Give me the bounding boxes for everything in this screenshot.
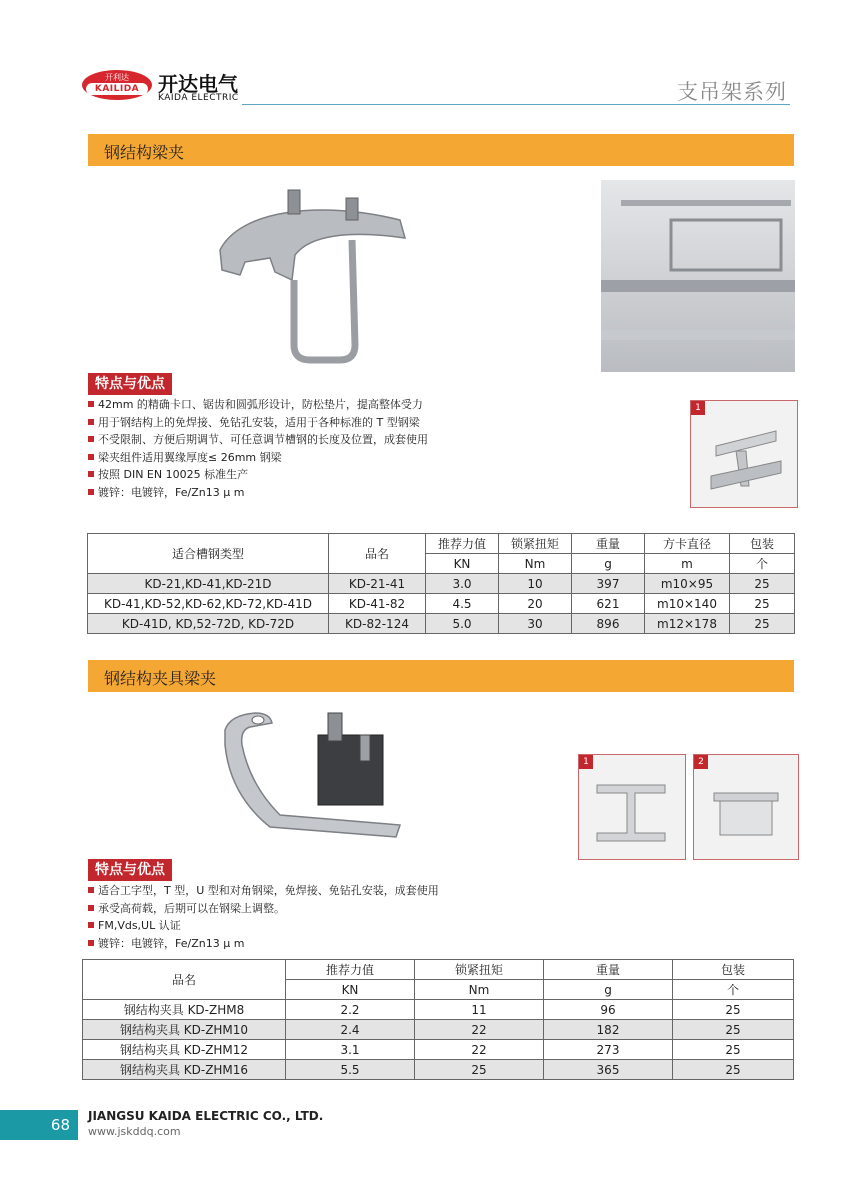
unit-torque: Nm	[415, 980, 544, 1000]
feature-item: FM,Vds,UL 认证	[88, 917, 439, 935]
unit-load: KN	[426, 554, 499, 574]
header-weight: 重量	[544, 960, 673, 980]
unit-pack: 个	[673, 980, 794, 1000]
unit-diameter: m	[645, 554, 730, 574]
header-diameter: 方卡直径	[645, 534, 730, 554]
header-torque: 锁紧扭矩	[415, 960, 544, 980]
cell: 22	[415, 1040, 544, 1060]
cell: 2.4	[286, 1020, 415, 1040]
footer-url[interactable]: www.jskddq.com	[88, 1125, 181, 1138]
cell: 273	[544, 1040, 673, 1060]
table-row	[88, 574, 795, 594]
table-row	[83, 1060, 794, 1080]
cell: m10×140	[645, 594, 730, 614]
feature-item: 42mm 的精确卡口、锯齿和圆弧形设计，防松垫片，提高整体受力	[88, 396, 428, 414]
section2-diagram-1	[578, 754, 686, 860]
feature-item: 梁夹组件适用翼缘厚度≤ 26mm 钢梁	[88, 449, 428, 467]
cell: 5.0	[426, 614, 499, 634]
cell: 25	[415, 1060, 544, 1080]
feature-item: 不受限制、方便后期调节、可任意调节槽钢的长度及位置，成套使用	[88, 431, 428, 449]
cell: 25	[673, 1000, 794, 1020]
cell: 25	[673, 1040, 794, 1060]
cell: KD-41-82	[329, 594, 426, 614]
cell: 896	[572, 614, 645, 634]
feature-item: 适合工字型，T 型，U 型和对角钢梁，免焊接、免钻孔安装，成套使用	[88, 882, 439, 900]
page-number-box	[0, 1110, 78, 1140]
cell: 365	[544, 1060, 673, 1080]
section1-spec-table	[87, 533, 795, 634]
cell: 25	[730, 594, 795, 614]
cell: m10×95	[645, 574, 730, 594]
cell: KD-21,KD-41,KD-21D	[88, 574, 329, 594]
section2-features-tag: 特点与优点	[88, 859, 172, 881]
beam-clamp-illustration	[200, 180, 420, 370]
cell: 10	[499, 574, 572, 594]
cell: 182	[544, 1020, 673, 1040]
unit-weight: g	[572, 554, 645, 574]
cell: 621	[572, 594, 645, 614]
logo-kailida-text: KAILIDA	[86, 83, 148, 95]
installation-photo	[601, 180, 795, 372]
header-divider	[242, 104, 790, 105]
diagram-number: 1	[691, 401, 705, 415]
brand-logo	[82, 66, 242, 106]
fixture-clamp-illustration	[210, 705, 410, 845]
unit-weight: g	[544, 980, 673, 1000]
cell: 钢结构夹具 KD-ZHM16	[83, 1060, 286, 1080]
header-name: 品名	[83, 960, 286, 1000]
feature-item: 镀锌：电镀锌，Fe/Zn13 μ m	[88, 484, 428, 502]
cell: 11	[415, 1000, 544, 1020]
section2-title: 钢结构夹具梁夹	[104, 669, 217, 688]
header-pack: 包装	[730, 534, 795, 554]
cell: 3.1	[286, 1040, 415, 1060]
cell: 2.2	[286, 1000, 415, 1020]
section2-diagram-2	[693, 754, 799, 860]
cell: 96	[544, 1000, 673, 1020]
feature-item: 用于钢结构上的免焊接、免钻孔安装，适用于各种标准的 T 型钢梁	[88, 414, 428, 432]
diagram-number: 1	[579, 755, 593, 769]
table-row	[88, 614, 795, 634]
cell: KD-21-41	[329, 574, 426, 594]
brand-name-en: KAIDA ELECTRIC	[158, 93, 239, 103]
table-row	[83, 1040, 794, 1060]
logo-small-text: 开利达	[105, 73, 129, 82]
header-weight: 重量	[572, 534, 645, 554]
brand-name-cn: 开达电气	[158, 72, 238, 96]
section2-spec-table	[82, 959, 794, 1080]
table-row	[88, 594, 795, 614]
cell: 钢结构夹具 KD-ZHM10	[83, 1020, 286, 1040]
cell: KD-41,KD-52,KD-62,KD-72,KD-41D	[88, 594, 329, 614]
section1-features-list	[88, 396, 428, 502]
section2-features-list	[88, 882, 439, 952]
cell: 25	[730, 614, 795, 634]
cell: 30	[499, 614, 572, 634]
header-channel: 适合槽钢类型	[88, 534, 329, 574]
header-torque: 锁紧扭矩	[499, 534, 572, 554]
unit-pack: 个	[730, 554, 795, 574]
feature-item: 镀锌：电镀锌，Fe/Zn13 μ m	[88, 935, 439, 953]
logo-emblem	[82, 70, 152, 100]
header-pack: 包装	[673, 960, 794, 980]
header-name: 品名	[329, 534, 426, 574]
section1-features-tag: 特点与优点	[88, 373, 172, 395]
cell: 3.0	[426, 574, 499, 594]
diagram-number: 2	[694, 755, 708, 769]
cell: 397	[572, 574, 645, 594]
feature-item: 承受高荷载，后期可以在钢梁上调整。	[88, 900, 439, 918]
unit-torque: Nm	[499, 554, 572, 574]
cell: KD-82-124	[329, 614, 426, 634]
cell: 5.5	[286, 1060, 415, 1080]
section1-diagram-1	[690, 400, 798, 508]
cell: 25	[673, 1060, 794, 1080]
table-row	[83, 1000, 794, 1020]
header-load: 推荐力值	[286, 960, 415, 980]
cell: KD-41D, KD,52-72D, KD-72D	[88, 614, 329, 634]
header-load: 推荐力值	[426, 534, 499, 554]
table-row	[83, 1020, 794, 1040]
cell: 钢结构夹具 KD-ZHM8	[83, 1000, 286, 1020]
series-title: 支吊架系列	[677, 80, 787, 104]
section1-title-bar	[88, 134, 794, 166]
unit-load: KN	[286, 980, 415, 1000]
cell: 4.5	[426, 594, 499, 614]
cell: 22	[415, 1020, 544, 1040]
cell: m12×178	[645, 614, 730, 634]
cell: 25	[730, 574, 795, 594]
feature-item: 按照 DIN EN 10025 标准生产	[88, 466, 428, 484]
cell: 25	[673, 1020, 794, 1040]
page-number: 68	[50, 1116, 70, 1134]
cell: 钢结构夹具 KD-ZHM12	[83, 1040, 286, 1060]
cell: 20	[499, 594, 572, 614]
section2-title-bar	[88, 660, 794, 692]
section1-title: 钢结构梁夹	[104, 143, 185, 162]
footer-company: JIANGSU KAIDA ELECTRIC CO., LTD.	[88, 1109, 324, 1123]
